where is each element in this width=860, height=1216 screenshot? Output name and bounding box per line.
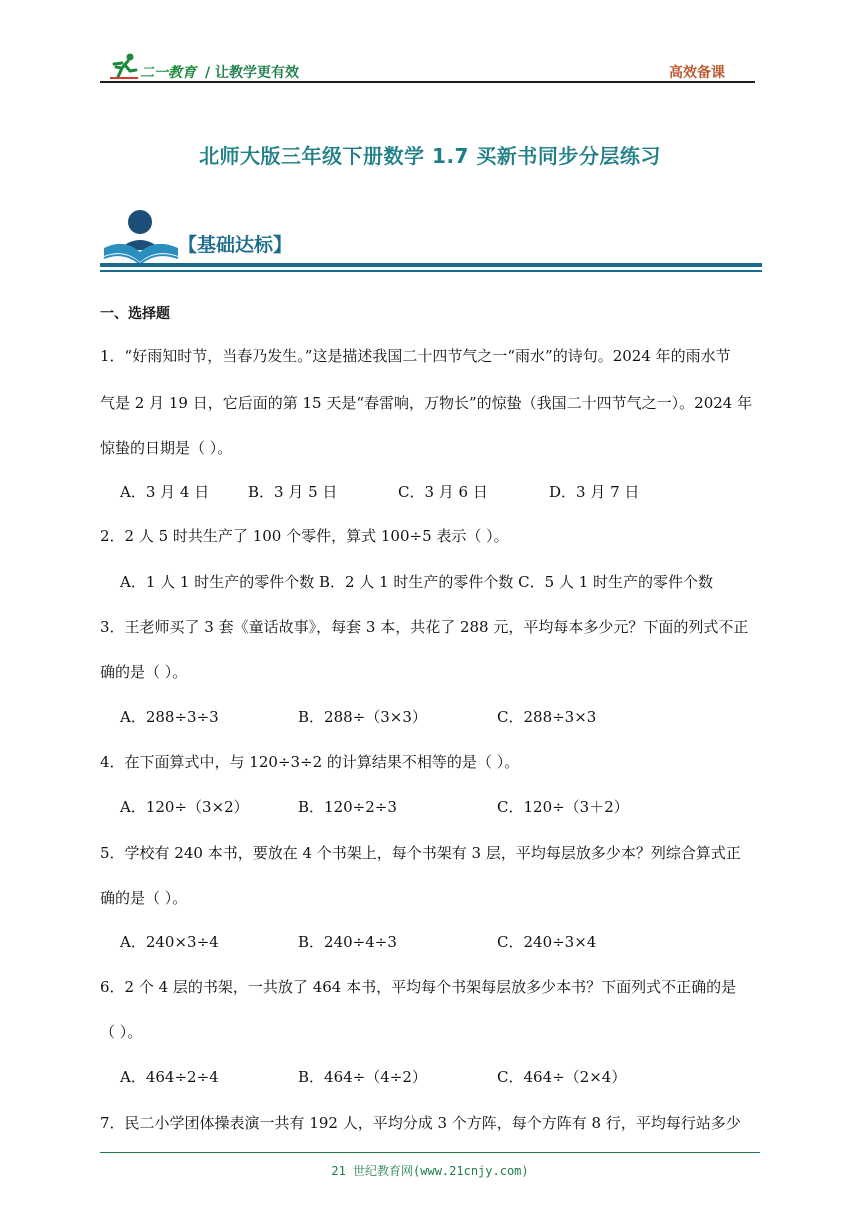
q2-line-1: 2．2 人 5 时共生产了 100 个零件，算式 100÷5 表示（ ）。 — [100, 527, 509, 545]
q1-option-b: B．3 月 5 日 — [248, 483, 338, 501]
q4-line-1: 4．在下面算式中，与 120÷3÷2 的计算结果不相等的是（ ）。 — [100, 753, 520, 771]
q6-option-b: B．464÷（4÷2） — [298, 1068, 427, 1086]
q5-option-b: B．240÷4÷3 — [298, 933, 397, 951]
header-right-label: 高效备课 — [669, 65, 725, 81]
header-divider — [100, 81, 755, 83]
footer-text: 21 世纪教育网(www.21cnjy.com) — [331, 1164, 529, 1178]
q1-option-d: D．3 月 7 日 — [549, 483, 640, 501]
q2-options: A．1 人 1 时生产的零件个数 B．2 人 1 时生产的零件个数 C．5 人 1 时生产的零件个数 — [120, 573, 714, 591]
document-title: 北师大版三年级下册数学 1.7 买新书同步分层练习 — [199, 144, 661, 168]
q1-option-a: A．3 月 4 日 — [120, 483, 210, 501]
footer-divider — [100, 1152, 760, 1153]
q1-line-1: 1．“好雨知时节，当春乃发生。”这是描述我国二十四节气之一“雨水”的诗句。2024 年的雨水节 — [100, 347, 731, 365]
section-divider — [100, 263, 762, 267]
q5-line-2: 确的是（ ）。 — [100, 889, 188, 907]
q4-option-b: B．120÷2÷3 — [298, 798, 397, 816]
q3-option-a: A．288÷3÷3 — [120, 708, 219, 726]
q3-line-1: 3．王老师买了 3 套《童话故事》，每套 3 本，共花了 288 元，平均每本多少元？下面的列式不正 — [100, 618, 749, 636]
q1-line-3: 惊蛰的日期是（ ）。 — [100, 439, 233, 457]
q1-line-2: 气是 2 月 19 日，它后面的第 15 天是“春雷响，万物长”的惊蛰（我国二十四节气之一）。2024 年 — [100, 394, 753, 412]
header-logo-text: 二一教育 — [140, 65, 196, 81]
q4-option-a: A．120÷（3×2） — [120, 798, 249, 816]
q5-option-a: A．240×3÷4 — [120, 933, 219, 951]
q3-line-2: 确的是（ ）。 — [100, 663, 188, 681]
q4-option-c: C．120÷（3＋2） — [497, 798, 629, 816]
runner-logo-icon — [108, 52, 142, 80]
q7-line-1: 7．民二小学团体操表演一共有 192 人，平均分成 3 个方阵，每个方阵有 8 行，平均每行站多少 — [100, 1114, 741, 1132]
q3-option-c: C．288÷3×3 — [497, 708, 597, 726]
q6-line-1: 6．2 个 4 层的书架，一共放了 464 本书，平均每个书架每层放多少本书？下面列式不正确的是 — [100, 978, 737, 996]
q1-option-c: C．3 月 6 日 — [398, 483, 488, 501]
section-title: 【基础达标】 — [178, 234, 293, 256]
part-heading: 一、选择题 — [100, 306, 170, 322]
header-slogan: / 让教学更有效 — [205, 65, 299, 81]
reader-book-icon — [100, 208, 180, 268]
q3-option-b: B．288÷（3×3） — [298, 708, 427, 726]
q6-option-c: C．464÷（2×4） — [497, 1068, 627, 1086]
q6-option-a: A．464÷2÷4 — [120, 1068, 219, 1086]
section-divider-thin — [100, 270, 762, 272]
q5-option-c: C．240÷3×4 — [497, 933, 597, 951]
q5-line-1: 5．学校有 240 本书，要放在 4 个书架上，每个书架有 3 层，平均每层放多少本？列综合算式正 — [100, 844, 741, 862]
q6-line-2: （ ）。 — [100, 1023, 143, 1041]
